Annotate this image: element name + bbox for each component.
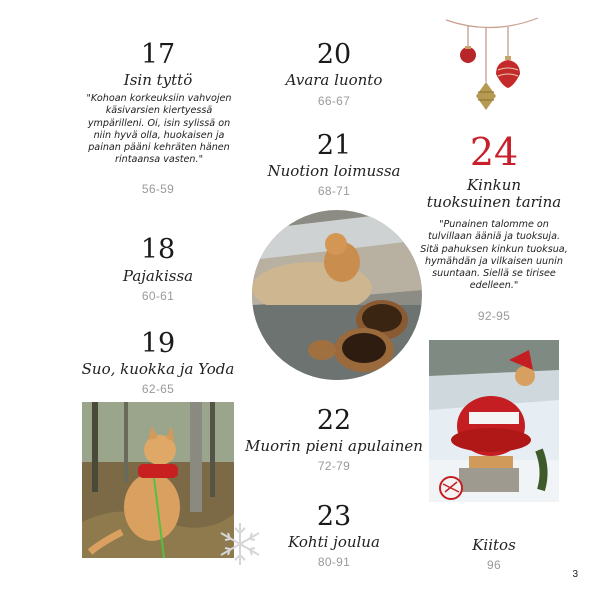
- entry-17-title: Isin tyttö: [123, 71, 193, 89]
- entry-23-pages: 80-91: [317, 555, 351, 569]
- entry-18-number: 18: [140, 234, 176, 265]
- entry-21-number: 21: [316, 130, 352, 161]
- entry-24-pages: 92-95: [477, 309, 511, 323]
- entry-24-title: Kinkun tuoksuinen tarina: [426, 176, 562, 212]
- thanks-pages: 96: [487, 558, 501, 572]
- entry-17-quote: "Kohoan korkeuksiin vahvojen käsivarsien kiertyessä ympärilleni. Oi, isin sylissä on niin hyvä olla, huokaisen ja painan pääni kehräten hänen rintaansa vasten.": [86, 93, 232, 166]
- christmas-ornaments-icon: [444, 14, 540, 118]
- entry-23-number: 23: [316, 501, 352, 532]
- thanks-title: Kiitos: [472, 536, 516, 554]
- campfire-cups-photo: [252, 210, 422, 380]
- entry-21-title: Nuotion loimussa: [267, 162, 401, 180]
- page-number: 3: [572, 569, 578, 580]
- entry-17-number: 17: [140, 39, 176, 70]
- entry-19-pages: 62-65: [141, 382, 175, 396]
- entry-19-title: Suo, kuokka ja Yoda: [81, 360, 235, 378]
- entry-20-title: Avara luonto: [285, 71, 383, 89]
- entry-20-number: 20: [316, 39, 352, 70]
- entry-22-title: Muorin pieni apulainen: [245, 437, 423, 455]
- entry-22-number: 22: [316, 405, 352, 436]
- cat-in-forest-photo: [82, 402, 234, 558]
- entry-18-title: Pajakissa: [122, 267, 194, 285]
- entry-24-number: 24: [469, 130, 519, 174]
- entry-22-pages: 72-79: [317, 459, 351, 473]
- entry-20-pages: 66-67: [317, 94, 351, 108]
- snowflake-icon: [216, 520, 264, 568]
- entry-19-number: 19: [140, 328, 176, 359]
- entry-24-quote: "Punainen talomme on tulvillaan ääniä ja tuoksuja. Sitä pahuksen kinkun tuoksua, hymähdän ja vilkaisen uunin suuntaan. Siellä se tirisee edelleen.": [420, 219, 568, 292]
- entry-21-pages: 68-71: [317, 184, 351, 198]
- entry-23-title: Kohti joulua: [288, 533, 380, 551]
- entry-18-pages: 60-61: [141, 289, 175, 303]
- entry-17-pages: 56-59: [141, 182, 175, 196]
- cat-santa-costume-photo: [429, 340, 559, 502]
